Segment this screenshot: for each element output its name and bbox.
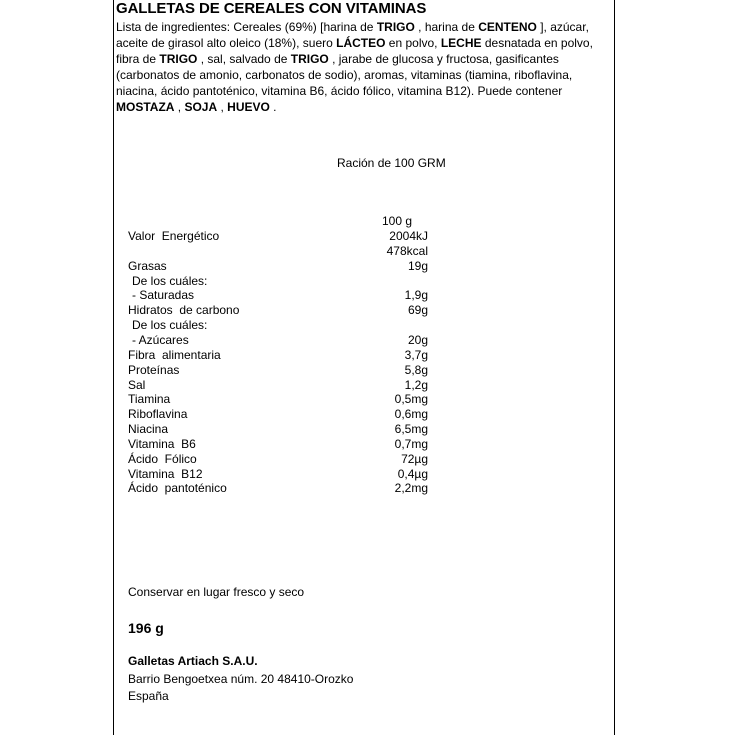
nutrient-label: De los cuáles: — [132, 273, 208, 288]
ingredient-text: desnatada en polvo, fibra de — [116, 36, 593, 66]
allergen-text: TRIGO — [159, 52, 198, 66]
nutrient-value: 5,8g — [404, 362, 428, 377]
nutrient-label: Vitamina B12 — [128, 466, 203, 481]
nutrient-value: 0,6mg — [394, 407, 428, 422]
nutrient-row — [116, 378, 428, 393]
serving-size: Ración de 100 GRM — [337, 156, 446, 170]
net-weight: 196 g — [128, 620, 164, 636]
company-name: Galletas Artiach S.A.U. — [128, 654, 258, 668]
allergen-text: TRIGO — [376, 20, 415, 34]
allergen-text: CENTENO — [478, 20, 537, 34]
nutrient-label: Niacina — [128, 422, 169, 437]
product-title: GALLETAS DE CEREALES CON VITAMINAS — [116, 0, 427, 17]
nutrient-value: 0,5mg — [394, 392, 428, 407]
nutrient-label: - Azúcares — [132, 332, 189, 347]
nutrient-label: Proteínas — [128, 362, 180, 377]
nutrient-row — [116, 452, 428, 467]
company-address: Barrio Bengoetxea núm. 20 48410-Orozko — [128, 672, 354, 686]
nutrient-row — [116, 348, 428, 363]
nutrient-value: 0,4µg — [397, 466, 428, 481]
nutrient-row — [116, 363, 428, 378]
ingredient-text: ], azúcar, aceite de girasol alto oleico (18%), suero — [116, 20, 589, 50]
nutrient-row — [116, 274, 428, 289]
nutrient-row — [116, 392, 428, 407]
nutrient-label: Fibra alimentaria — [128, 347, 221, 362]
nutrient-value: 2004kJ — [389, 229, 428, 243]
nutrient-label: Ácido Fólico — [128, 451, 197, 466]
nutrient-label: De los cuáles: — [132, 318, 208, 333]
nutrient-value: 2,2mg — [394, 481, 428, 496]
nutrient-value: 478kcal — [386, 243, 428, 258]
nutrient-row — [116, 437, 428, 452]
nutrient-label: Ácido pantoténico — [128, 481, 227, 496]
storage-instructions: Conservar en lugar fresco y seco — [128, 585, 305, 599]
nutrient-label: Grasas — [128, 258, 167, 273]
nutrient-value: 3,7g — [404, 347, 428, 362]
ingredient-text: , sal, salvado de — [197, 52, 291, 66]
nutrient-row — [116, 288, 428, 303]
allergen-text: LÁCTEO — [336, 36, 386, 50]
nutrient-value: 19g — [407, 258, 428, 273]
nutrient-label: Sal — [128, 377, 146, 392]
nutrient-label: Hidratos de carbono — [128, 303, 240, 318]
nutrient-value: 72µg — [401, 451, 428, 466]
nutrient-row — [116, 303, 428, 318]
nutrient-row — [116, 467, 428, 482]
ingredient-text: , — [174, 100, 185, 114]
ingredients-list — [116, 19, 608, 115]
allergen-text: HUEVO — [227, 100, 270, 114]
allergen-text: LECHE — [440, 36, 482, 50]
ingredient-text: , harina de — [414, 20, 479, 34]
nutrient-row — [116, 229, 428, 244]
nutrient-row — [116, 407, 428, 422]
nutrient-row — [116, 333, 428, 348]
nutrient-label: Tiamina — [128, 392, 171, 407]
ingredient-text: . — [269, 100, 277, 114]
allergen-text: MOSTAZA — [116, 100, 175, 114]
nutrient-row — [116, 244, 428, 259]
nutrient-row — [116, 481, 428, 496]
ingredient-text: en polvo, — [385, 36, 441, 50]
ingredient-text: , jarabe de glucosa y fructosa, gasificantes (carbonatos de amonio, carbonatos de sodio), aromas, vitaminas (tiamina, riboflavina, niacina, ácido pantoténico, vitamina B6, ácido fólico, vitamina B12). Puede contener — [116, 52, 573, 98]
nutrient-label: Vitamina B6 — [128, 436, 196, 451]
nutrient-value: 69g — [407, 303, 428, 318]
nutrient-value: 1,9g — [404, 288, 428, 303]
nutrient-value: 1,2g — [404, 377, 428, 392]
per-100g-header: 100 g — [382, 214, 413, 228]
nutrient-value: 0,7mg — [394, 436, 428, 451]
allergen-text: TRIGO — [290, 52, 329, 66]
nutrient-label: Riboflavina — [128, 407, 188, 422]
nutrient-row — [116, 422, 428, 437]
nutrient-row — [116, 318, 428, 333]
nutrient-row — [116, 259, 428, 274]
nutrient-label: - Saturadas — [132, 288, 195, 303]
nutrient-value: 20g — [407, 332, 428, 347]
nutrient-value: 6,5mg — [394, 422, 428, 437]
allergen-text: SOJA — [184, 100, 218, 114]
ingredient-text: , — [217, 100, 228, 114]
nutrient-label: Valor Energético — [128, 229, 220, 243]
ingredient-text: Lista de ingredientes: Cereales (69%) [harina de — [116, 20, 377, 34]
company-country: España — [128, 689, 169, 703]
